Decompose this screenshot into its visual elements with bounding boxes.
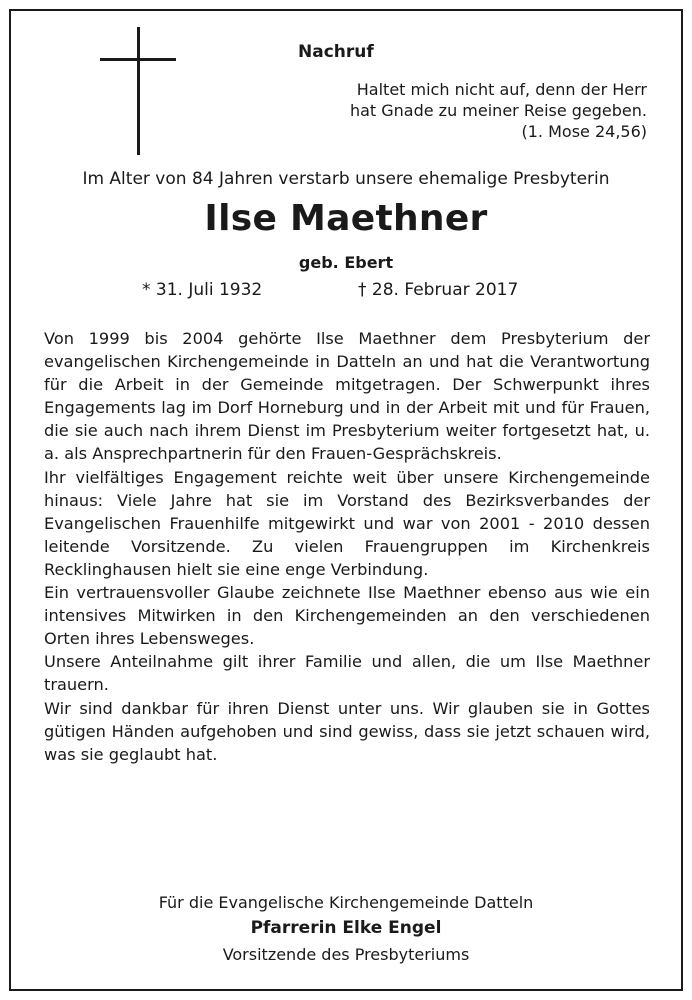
- paragraph: Ihr vielfältiges Engagement reichte weit über unsere Kirchengemeinde hinaus: Viele Jahre hat sie im Vorstand des Bezirksverbandes der Evangelischen Frauenhilfe mitgewirkt und war von 2001 - 2010 dessen leitende Vorsitzende. Zu vielen Frauengruppen im Kirchenkreis Recklinghausen hielt sie eine enge Verbindung.: [44, 467, 650, 579]
- paragraph: Von 1999 bis 2004 gehörte Ilse Maethner dem Presbyterium der evangelischen Kirchengemeinde in Datteln an und hat die Verantwortung für die Arbeit in der Gemeinde mitgetragen. Der Schwerpunkt ihres Engagements lag im Dorf Horneburg und in der Arbeit mit und für Frauen, die sie auch nach ihrem Dienst im Presbyterium weiter fortgesetzt hat, u. a. als Ansprechpartnerin für den Frauen-Gesprächskreis.: [44, 329, 650, 464]
- verse-line: hat Gnade zu meiner Reise gegeben.: [349, 101, 647, 120]
- paragraph: Ein vertrauensvoller Glaube zeichnete Ilse Maethner ebenso aus wie ein intensives Mitwirken in den Kirchengemeinden an den verschiedenen Orten ihres Lebensweges.: [44, 583, 650, 649]
- death-date: † 28. Februar 2017: [358, 280, 519, 300]
- bible-verse: [350, 79, 647, 142]
- birth-date: * 31. Juli 1932: [142, 280, 263, 300]
- notice-heading: Nachruf: [298, 42, 374, 62]
- cross-horizontal-bar: [100, 58, 176, 61]
- maiden-name: geb. Ebert: [298, 253, 394, 272]
- cross-vertical-bar: [137, 27, 140, 155]
- paragraph: Wir sind dankbar für ihren Dienst unter uns. Wir glauben sie in Gottes gütigen Händen aufgehoben und sind gewiss, dass sie jetzt schauen wird, was sie geglaubt hat.: [44, 698, 650, 764]
- obituary-text: [44, 327, 650, 766]
- intro-line: Im Alter von 84 Jahren verstarb unsere ehemalige Presbyterin: [82, 169, 610, 189]
- paragraph: Unsere Anteilnahme gilt ihrer Familie und allen, die um Ilse Maethner trauern.: [44, 652, 650, 695]
- footer-organization: Für die Evangelische Kirchengemeinde Datteln: [158, 893, 534, 912]
- footer-role: Vorsitzende des Presbyteriums: [222, 945, 470, 964]
- verse-line: Haltet mich nicht auf, denn der Herr: [356, 80, 647, 99]
- deceased-name: Ilse Maethner: [204, 198, 488, 239]
- footer-signatory: Pfarrerin Elke Engel: [250, 918, 442, 938]
- verse-reference: (1. Mose 24,56): [521, 122, 647, 141]
